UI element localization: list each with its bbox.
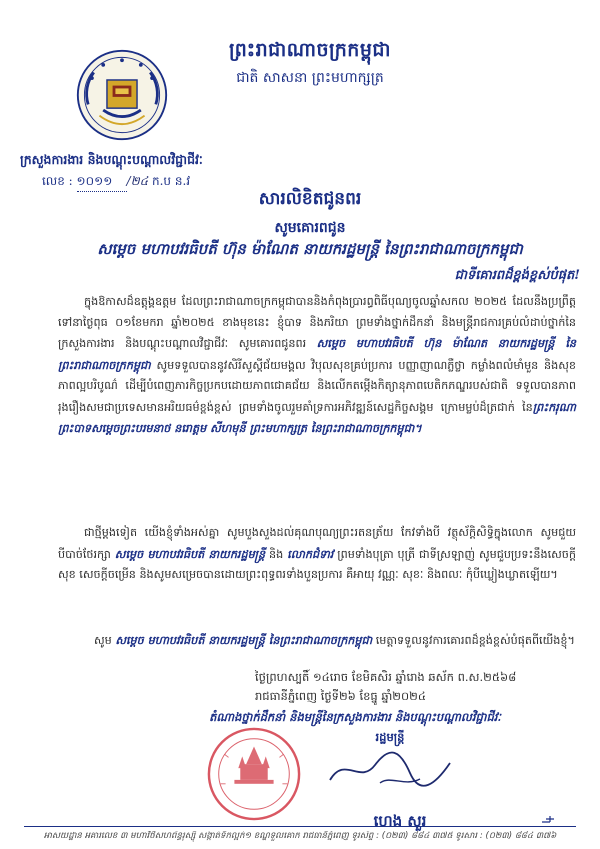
ref-handwritten: /២៤: [126, 174, 149, 188]
handwritten-signature: [320, 745, 480, 795]
ministry-name: ក្រសួងការងារ និងបណ្តុះបណ្តាលវិជ្ជាជីវៈ: [20, 152, 203, 167]
ref-suffix: ក.ប ន.វ: [152, 174, 191, 188]
ref-label: លេខ :: [42, 174, 73, 188]
date-block: [255, 668, 555, 706]
p3-highlight: សម្តេច មហាបវរធិបតី នាយករដ្ឋមន្រ្តី នៃព្រះរាជាណាចក្រកម្ពុជា: [115, 633, 373, 647]
reference-number: [42, 173, 190, 192]
p2-highlight-2: លោកជំទាវ: [287, 546, 334, 561]
p3-text-b: មេត្តាទទួលនូវការគោរពដ៏ខ្ពង់ខ្ពស់បំផុតពីយើងខ្ញុំ។: [372, 634, 575, 647]
body-paragraph-1: [58, 292, 576, 440]
p1-highlight-2: ព្រះករុណាព្រះបាទសម្តេចព្រះបរមនាថ នរោត្តម សីហមុនី ព្រះមហាក្សត្រ នៃព្រះរាជាណាចក្រកម្ពុជា។: [58, 399, 576, 435]
p2-text-a: ជាថ្មីម្តងទៀត យើងខ្ញុំទាំងអស់គ្នា សូមបួងសួងដល់គុណបុណ្យព្រះរតនត្រ័យ កែវទាំងបី វត្ថុស័ក្តិសិទ្ធិក្នុងលោក សូមជួយបីបាច់ថែរក្សា: [58, 526, 576, 561]
solar-date: រាជធានីភ្នំពេញ ថ្ងៃទី២៦ ខែធ្នូ ឆ្នាំ២០២៤: [255, 689, 427, 703]
footer-address: អាសយដ្ឋាន អគារលេខ ៣ មហាវិថីសហព័ន្ធរុស្ស៊ី សង្កាត់ទឹកល្អក់១ ខណ្ឌទួលគោក រាជធានីភ្នំពេញ ទូរស័ព្ទ : (០២៣) ៨៨៤ ៣៧៥ ទូរសារ : (០២៣) ៨៨៤ ៣៧៦: [43, 831, 557, 841]
footer-divider: [24, 826, 576, 827]
p1-text-a: ក្នុងឱកាសដ៏ឧត្តុង្គឧត្តម ដែលព្រះរាជាណាចក្រកម្ពុជាបាននិងកំពុងប្រារព្ធពិធីបុណ្យចូលឆ្នាំសកល ២០២៥ ដែលនឹងប្រព្រឹត្តទៅនាថ្ងៃពុធ ០១ខែមករា ឆ្នាំ២០២៥ ខាងមុខនេះ ខ្ញុំបាទ និងភរិយា ព្រមទាំងថ្នាក់ដឹកនាំ និងមន្ត្រីរាជការគ្រប់លំដាប់ថ្នាក់នៃក្រសួងការងារ និងបណ្តុះបណ្តាលវិជ្ជាជីវៈ សូមគោរពជូនពរ: [58, 295, 576, 350]
p2-text-b: និង: [265, 547, 288, 561]
signer-role: រដ្ឋមន្ត្រី: [375, 730, 405, 744]
p1-highlight: សម្តេច មហាបវរធិបតី ហ៊ុន ម៉ាណែត នាយករដ្ឋមន្រ្តី នៃព្រះរាជាណាចក្រកម្ពុជា: [58, 336, 576, 372]
p1-text-b: សូមទទួលបាននូវសិរីសួស្តីជ័យមង្គល វិបុលសុខគ្រប់ប្រការ បញ្ញាញាណភ្លឺថ្លា កម្លាំងពលំមាំមួន និងសុខភាពល្អបរិបូណ៌ ដើម្បីបំពេញភារកិច្ចប្រកបដោយភាពជោគជ័យ និងលើកតម្កើងកិត្យានុភាពបេតិកភណ្ឌរបស់ជាតិ ទទួលបានភាពរុងរឿងសមជាប្រទេសមានអរិយធម៌ខ្ពង់ខ្ពស់ ព្រមទាំងចូលរួមគាំទ្រការអភិវឌ្ឍន៍សេដ្ឋកិច្ចសង្គម ក្រោមម្លប់ដ៏ត្រជាក់ នៃ: [58, 358, 576, 414]
ministry-logo: [75, 48, 169, 142]
addressee: សម្តេច មហាបវរធិបតី ហ៊ុន ម៉ាណែត នាយករដ្ឋមន្រ្តី នៃព្រះរាជាណាចក្រកម្ពុជា: [97, 240, 523, 258]
signer-name: ហេង សួរ: [373, 812, 427, 830]
p2-text-c: ព្រមទាំងបុត្រា បុត្រី ជាទីស្រឡាញ់ សូមជួបប្រទះនឹងសេចក្តីសុខ សេចក្តីចម្រើន និងសូមសម្រេចបានដោយព្រះពុទ្ធពរទាំងបួនប្រការ គឺអាយុ វណ្ណៈ សុខៈ និងពលៈ កុំបីឃ្លៀងឃ្លាតឡើយ។: [58, 547, 576, 581]
addressee-honorific: ជាទីគោរពដ៏ខ្ពង់ខ្ពស់បំផុត!: [454, 268, 580, 283]
signature-title: តំណាងថ្នាក់ដឹកនាំ និងមន្ត្រីនៃក្រសួងការងារ និងបណ្តុះបណ្តាលវិជ្ជាជីវៈ: [209, 710, 501, 724]
ref-number: ១០១១: [77, 173, 127, 192]
p3-text-a: សូម: [94, 634, 116, 647]
page-mark-icon: [540, 812, 560, 826]
p2-highlight: សម្តេច មហាបវរធិបតី នាយករដ្ឋមន្រ្តី: [114, 546, 266, 561]
national-motto: ជាតិ សាសនា ព្រះមហាក្សត្រ: [236, 70, 384, 86]
official-stamp: [205, 725, 303, 823]
body-paragraph-2: [58, 523, 576, 586]
kingdom-title: ព្រះរាជាណាចក្រកម្ពុជា: [229, 39, 391, 61]
body-paragraph-3: [58, 630, 576, 652]
document-type: សារលិខិតជូនពរ: [258, 189, 362, 209]
salutation: សូមគោរពជូន: [274, 220, 346, 236]
lunar-date: ថ្ងៃព្រហស្បតិ៍ ១៤រោច ខែមិគសិរ ឆ្នាំរោង ឆស័ក ព.ស.២៥៦៨: [255, 670, 517, 684]
